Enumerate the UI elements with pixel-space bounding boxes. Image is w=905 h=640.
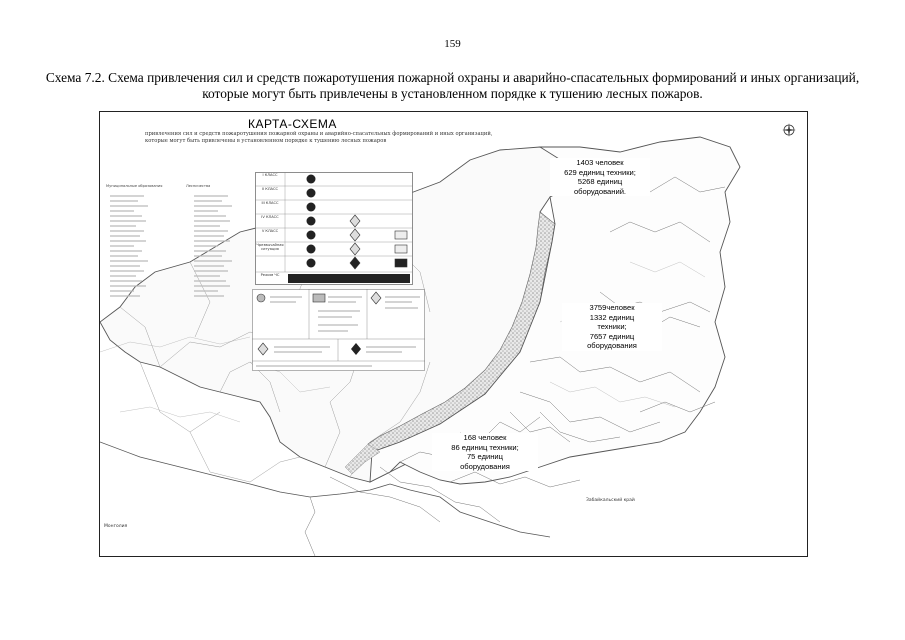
legend-table: [255, 172, 413, 285]
legend-level-label: III КЛАСС: [261, 201, 279, 205]
legend-level-label: Чрезвычайная ситуация: [256, 243, 284, 251]
stat-line: 3759человек: [589, 303, 635, 312]
legend-column-lines: [104, 192, 252, 310]
stat-line: 168 человек: [463, 433, 507, 442]
map-title: КАРТА-СХЕМА: [248, 117, 337, 131]
place-label-zabaykalsky: Забайкальский край: [586, 498, 635, 503]
place-label-mongolia: Монголия: [104, 524, 128, 529]
stat-line: 86 единиц техники;: [451, 442, 519, 452]
legend-key: [252, 289, 425, 371]
stat-line: оборудования: [587, 341, 637, 350]
legend-row: [255, 201, 413, 213]
legend-row: [255, 187, 413, 199]
map-basemap: [100, 112, 807, 556]
stat-line: 629 единиц техники;: [564, 167, 636, 177]
legend-key-graphic: [252, 289, 425, 371]
stat-line: 1403 человек: [576, 158, 624, 167]
stat-line: 7657 единиц: [589, 331, 635, 341]
page-number: 159: [444, 38, 461, 50]
stat-line: оборудования: [460, 461, 510, 471]
region-stat-south: [432, 433, 538, 471]
compass-rose-icon: [781, 122, 797, 143]
legend-row: [255, 215, 413, 227]
figure-caption: Схема 7.2. Схема привлечения сил и средств пожаротушения пожарной охраны и аварийно-спасательных формирований и иных организаций, которые могут быть привлечены в установленном порядке к тушению лесных пожаров.: [45, 70, 860, 101]
column-header-forestry: Лесничества: [186, 184, 211, 188]
legend-level-label: I КЛАСС: [262, 173, 278, 177]
region-stat-east: [562, 303, 662, 351]
map-frame: [99, 111, 808, 557]
legend-level-label: Режим ЧС: [260, 273, 280, 277]
legend-columns: [104, 184, 252, 302]
region-stat-north: [550, 158, 650, 196]
map-subtitle: привлечения сил и средств пожаротушения пожарной охраны и аварийно-спасательных формирований и иных организаций, которые могут быть привлечены в установленном порядке к тушению лесных пожаров: [145, 131, 493, 144]
legend-row: [255, 243, 413, 255]
legend-level-label: V КЛАСС: [261, 229, 279, 233]
legend-row: [255, 173, 413, 185]
legend-row: [255, 273, 413, 285]
legend-row: [255, 229, 413, 241]
stat-line: 1332 единиц: [589, 312, 635, 322]
stat-line: 75 единиц: [466, 452, 504, 461]
legend-level-label: II КЛАСС: [262, 187, 278, 191]
stat-line: оборудований.: [573, 186, 627, 196]
legend-level-label: IV КЛАСС: [261, 215, 279, 219]
stat-line: 5268 единиц: [577, 177, 623, 186]
stat-line: техники;: [597, 322, 627, 331]
column-header-municipal: Муниципальные образования: [106, 184, 163, 188]
